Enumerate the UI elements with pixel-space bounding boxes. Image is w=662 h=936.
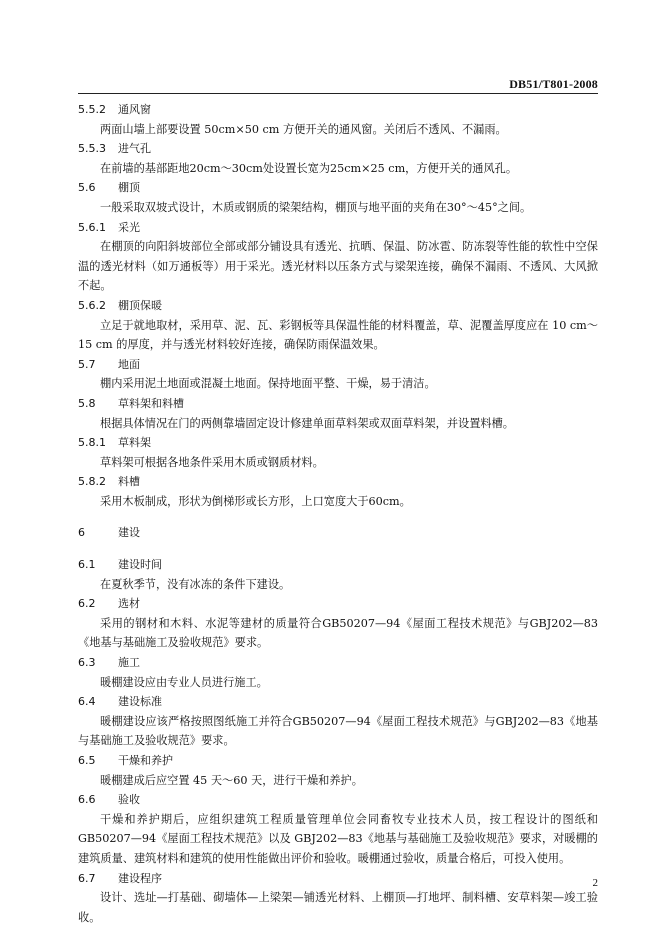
header-rule xyxy=(78,93,598,94)
section-heading xyxy=(78,790,598,810)
section-number: 6.2 xyxy=(78,597,96,611)
section-heading xyxy=(78,355,598,375)
section-title: 建设 xyxy=(118,526,140,540)
body-paragraph: 棚内采用泥土地面或混凝土地面。保持地面平整、干燥，易于清洁。 xyxy=(100,377,436,391)
body-paragraph: 在前墙的基部距地20cm～30cm处设置长宽为25cm×25 cm，方便开关的通风孔。 xyxy=(100,161,518,175)
section-title: 干燥和养护 xyxy=(118,754,173,767)
section-title: 建设标准 xyxy=(118,695,162,709)
section-heading xyxy=(78,472,598,492)
body-paragraph: 一般采取双坡式设计，木质或钢质的梁架结构，棚顶与地平面的夹角在30°～45°之间。 xyxy=(100,200,532,214)
section-number: 5.6.1 xyxy=(78,220,106,234)
section-number: 6.4 xyxy=(78,695,96,709)
section-number: 6.3 xyxy=(78,656,96,670)
section-title: 验收 xyxy=(118,793,140,807)
section-number: 5.7 xyxy=(78,357,96,371)
section-heading xyxy=(78,218,598,238)
section-heading xyxy=(78,594,598,614)
section-title: 进气孔 xyxy=(118,142,151,156)
section-title: 料槽 xyxy=(118,475,140,489)
section-number: 5.8.1 xyxy=(78,436,106,450)
section-title: 棚顶保暖 xyxy=(118,298,162,312)
section-heading xyxy=(78,394,598,414)
section-title: 建设程序 xyxy=(118,871,162,885)
section-number: 6.6 xyxy=(78,793,96,807)
body-paragraph: 采用的钢材和木料、水泥等建材的质量符合GB50207—94《屋面工程技术规范》与GBJ202—83《地基与基础施工及验收规范》要求。 xyxy=(78,616,598,650)
body-paragraph: 干燥和养护期后，应组织建筑工程质量管理单位会同畜牧专业技术人员，按工程设计的图纸和GB50207—94《屋面工程技术规范》以及 GBJ202—83《地基与基础施工及验收规范》要求，对暖棚的建筑质量、建筑材料和建筑的使用性能做出评价和验收。暖棚通过验收，质量合格后，可投入使用。 xyxy=(78,812,598,865)
document-code: DB51/T801-2008 xyxy=(509,77,598,91)
body-paragraph: 两面山墙上部要设置 50cm×50 cm 方便开关的通风窗。关闭后不透风、不漏雨。 xyxy=(100,122,507,136)
section-number: 5.8 xyxy=(78,396,96,410)
page-number: 2 xyxy=(592,877,598,889)
section-number: 5.5.2 xyxy=(78,103,106,116)
body-paragraph: 草料架可根据各地条件采用木质或钢质材料。 xyxy=(100,455,324,469)
body-paragraph: 在棚顶的向阳斜坡部位全部或部分铺设具有透光、抗晒、保温、防冰雹、防冻裂等性能的软性中空保温的透光材料（如万通板等）用于采光。透光材料以压条方式与梁架连接，确保不漏雨、不透风、大风掀不起。 xyxy=(78,240,598,293)
body-paragraph: 在夏秋季节，没有冰冻的条件下建设。 xyxy=(100,577,291,591)
section-gap xyxy=(78,511,598,523)
section-number: 6.5 xyxy=(78,754,96,767)
body-paragraph: 采用木板制成，形状为倒梯形或长方形，上口宽度大于60cm。 xyxy=(100,494,411,508)
section-number: 5.8.2 xyxy=(78,475,106,489)
section-number: 6.1 xyxy=(78,558,96,572)
section-number: 5.6.2 xyxy=(78,298,106,312)
body-paragraph: 立足于就地取材，采用草、泥、瓦、彩钢板等具保温性能的材料覆盖，草、泥覆盖厚度应在 10 cm～15 cm 的厚度，并与透光材料较好连接，确保防雨保温效果。 xyxy=(78,318,598,352)
section-number: 5.6 xyxy=(78,181,96,195)
section-heading xyxy=(78,178,598,198)
section-heading xyxy=(78,869,598,889)
section-title: 采光 xyxy=(118,220,140,234)
section-number: 6.7 xyxy=(78,871,96,885)
body-paragraph: 根据具体情况在门的两侧靠墙固定设计修建单面草料架或双面草料架，并设置料槽。 xyxy=(100,416,514,430)
section-heading xyxy=(78,433,598,453)
section-gap xyxy=(78,543,598,555)
section-heading xyxy=(78,751,598,771)
section-heading xyxy=(78,296,598,316)
section-title: 草料架 xyxy=(118,436,151,450)
section-title: 棚顶 xyxy=(118,181,140,195)
section-number: 6 xyxy=(78,526,85,540)
body-paragraph: 暖棚建设应由专业人员进行施工。 xyxy=(100,675,268,689)
section-title: 施工 xyxy=(118,656,140,670)
body-paragraph: 设计、选址—打基础、砌墙体—上梁架—铺透光材料、上棚顶—打地坪、制料槽、安草料架—竣工验收。 xyxy=(78,891,598,924)
body-paragraph: 暖棚建成后应空置 45 天～60 天，进行干燥和养护。 xyxy=(100,773,363,787)
section-heading xyxy=(78,653,598,673)
section-number: 5.5.3 xyxy=(78,142,106,156)
document-body xyxy=(78,100,598,927)
section-title: 建设时间 xyxy=(118,558,162,572)
body-paragraph: 暖棚建设应该严格按照图纸施工并符合GB50207—94《屋面工程技术规范》与GBJ202—83《地基与基础施工及验收规范》要求。 xyxy=(78,714,598,748)
section-title: 地面 xyxy=(118,357,140,371)
section-heading xyxy=(78,139,598,159)
section-title: 选材 xyxy=(118,597,140,611)
section-title: 通风窗 xyxy=(118,103,151,116)
section-heading xyxy=(78,555,598,575)
section-heading xyxy=(78,692,598,712)
section-heading xyxy=(78,100,598,120)
section-heading xyxy=(78,523,598,543)
section-title: 草料架和料槽 xyxy=(118,396,184,410)
